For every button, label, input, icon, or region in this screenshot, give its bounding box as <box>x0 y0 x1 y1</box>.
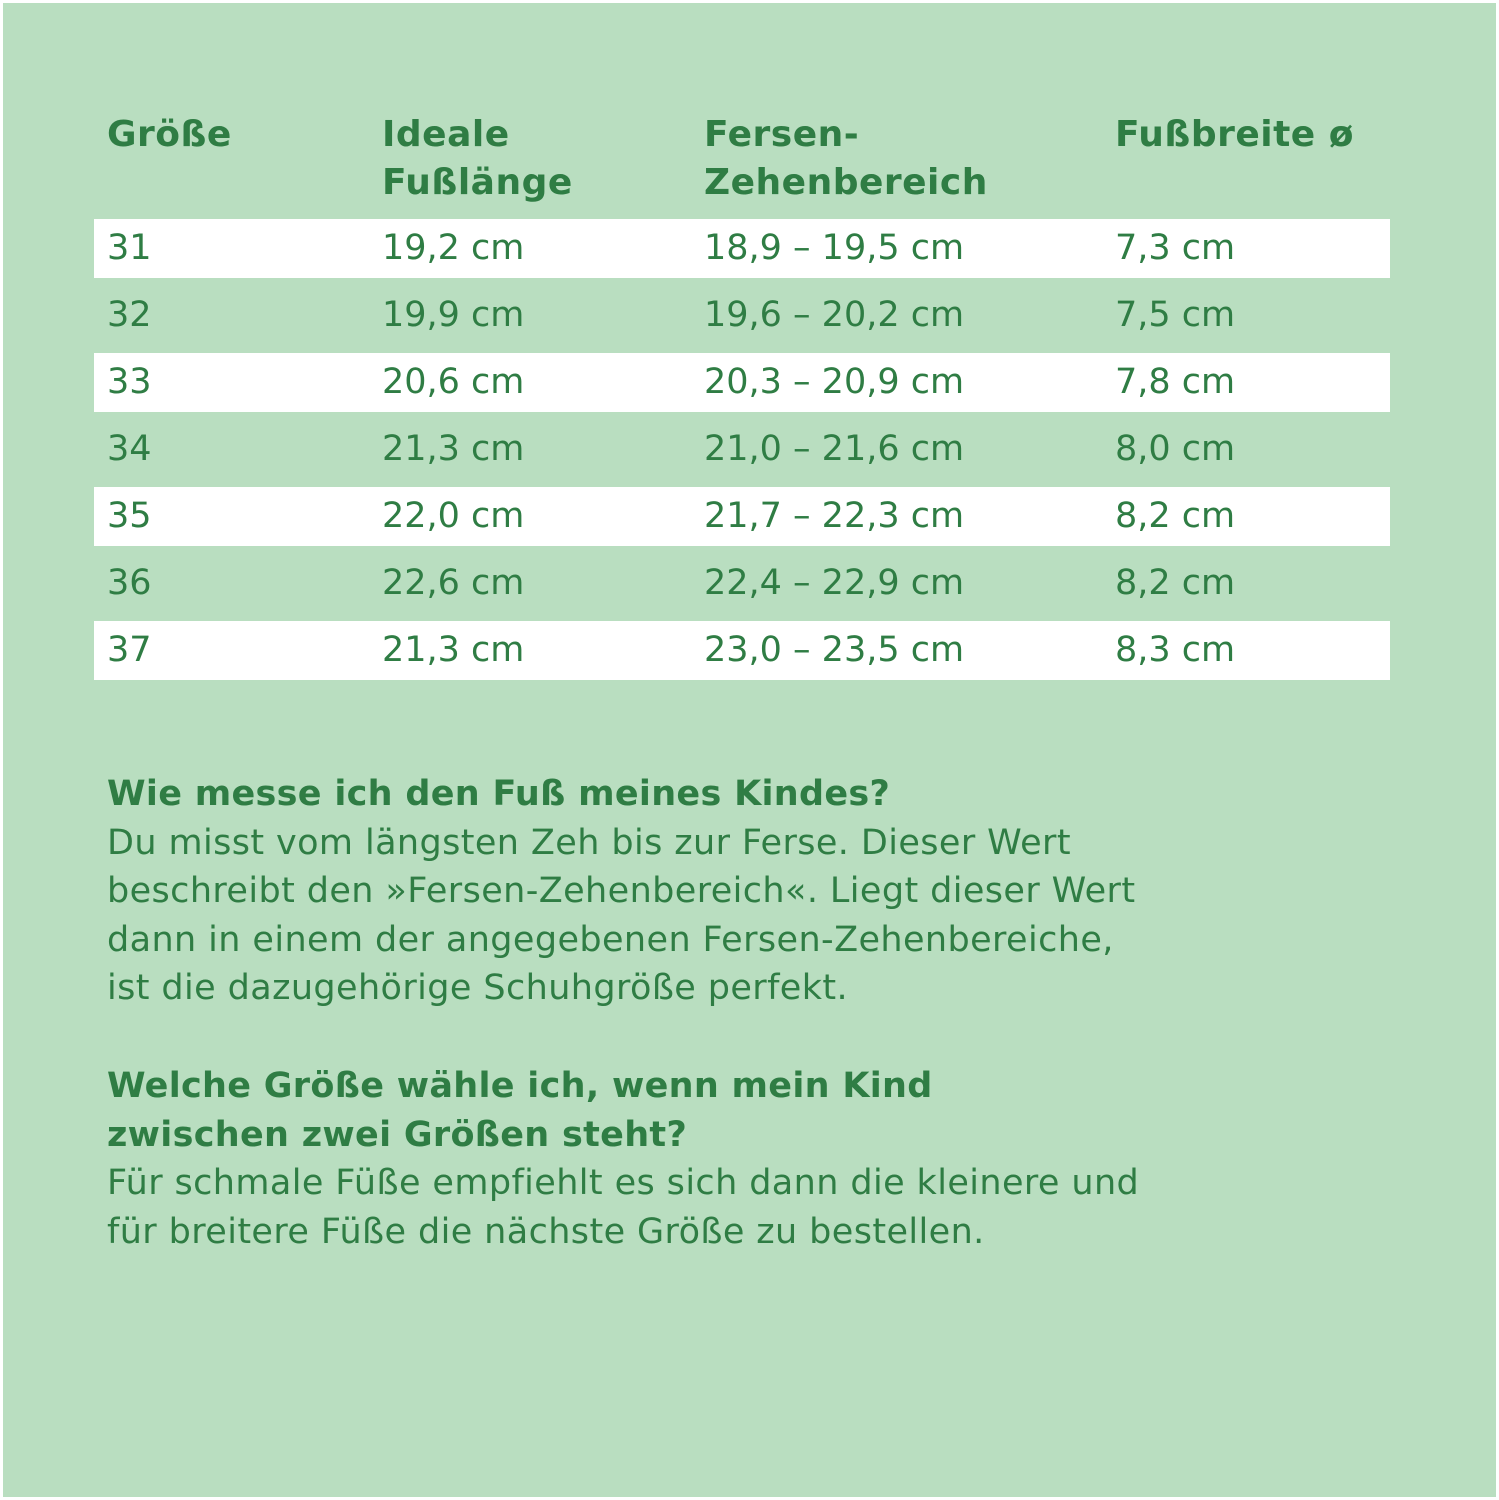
table-row <box>94 286 1390 345</box>
cell-ideal-length: 22,6 cm <box>382 563 525 603</box>
faq-answer: Für schmale Füße empfiehlt es sich dann die kleinere und für breitere Füße die nächste Größe zu bestellen. <box>107 1163 1140 1252</box>
table-row <box>94 420 1390 479</box>
cell-size: 35 <box>107 496 152 536</box>
cell-heel-toe-range: 23,0 – 23,5 cm <box>704 630 965 670</box>
faq-answer: Du misst vom längsten Zeh bis zur Ferse. Dieser Wert beschreibt den »Fersen-Zehenbereich«. Liegt dieser Wert dann in einem der angegebenen Fersen-Zehenbereiche, ist die dazugehörige Schuhgröße perfekt. <box>107 822 1136 1008</box>
cell-width: 8,3 cm <box>1115 630 1236 670</box>
size-table <box>94 111 1390 688</box>
table-row <box>94 219 1390 278</box>
cell-heel-toe-range: 21,7 – 22,3 cm <box>704 496 965 536</box>
cell-width: 7,3 cm <box>1115 228 1236 268</box>
cell-ideal-length: 21,3 cm <box>382 429 525 469</box>
header-foot-width: Fußbreite ø <box>1115 114 1354 155</box>
cell-ideal-length: 21,3 cm <box>382 630 525 670</box>
cell-heel-toe-range: 18,9 – 19,5 cm <box>704 228 965 268</box>
cell-ideal-length: 22,0 cm <box>382 496 525 536</box>
faq-between-sizes <box>107 1062 1307 1256</box>
cell-heel-toe-range: 21,0 – 21,6 cm <box>704 429 965 469</box>
cell-width: 8,0 cm <box>1115 429 1236 469</box>
table-row <box>94 554 1390 613</box>
faq-measure-foot <box>107 770 1307 1013</box>
table-row <box>94 621 1390 680</box>
cell-ideal-length: 19,2 cm <box>382 228 525 268</box>
cell-size: 33 <box>107 362 152 402</box>
table-row <box>94 487 1390 546</box>
faq-question: Wie messe ich den Fuß meines Kindes? <box>107 774 891 814</box>
table-row <box>94 353 1390 412</box>
cell-size: 36 <box>107 563 152 603</box>
table-header <box>94 111 1390 219</box>
cell-size: 37 <box>107 630 152 670</box>
size-guide-page <box>3 3 1496 1497</box>
cell-size: 32 <box>107 295 152 335</box>
cell-width: 8,2 cm <box>1115 496 1236 536</box>
cell-size: 34 <box>107 429 152 469</box>
header-size: Größe <box>107 114 232 155</box>
header-ideal-foot-length: Ideale Fußlänge <box>382 114 573 203</box>
faq-question: Welche Größe wähle ich, wenn mein Kind zwischen zwei Größen steht? <box>107 1066 933 1155</box>
cell-ideal-length: 20,6 cm <box>382 362 525 402</box>
cell-width: 7,5 cm <box>1115 295 1236 335</box>
cell-ideal-length: 19,9 cm <box>382 295 525 335</box>
cell-width: 7,8 cm <box>1115 362 1236 402</box>
header-heel-toe-range: Fersen- Zehenbereich <box>704 114 988 203</box>
cell-heel-toe-range: 22,4 – 22,9 cm <box>704 563 965 603</box>
cell-heel-toe-range: 19,6 – 20,2 cm <box>704 295 965 335</box>
cell-size: 31 <box>107 228 152 268</box>
cell-heel-toe-range: 20,3 – 20,9 cm <box>704 362 965 402</box>
cell-width: 8,2 cm <box>1115 563 1236 603</box>
